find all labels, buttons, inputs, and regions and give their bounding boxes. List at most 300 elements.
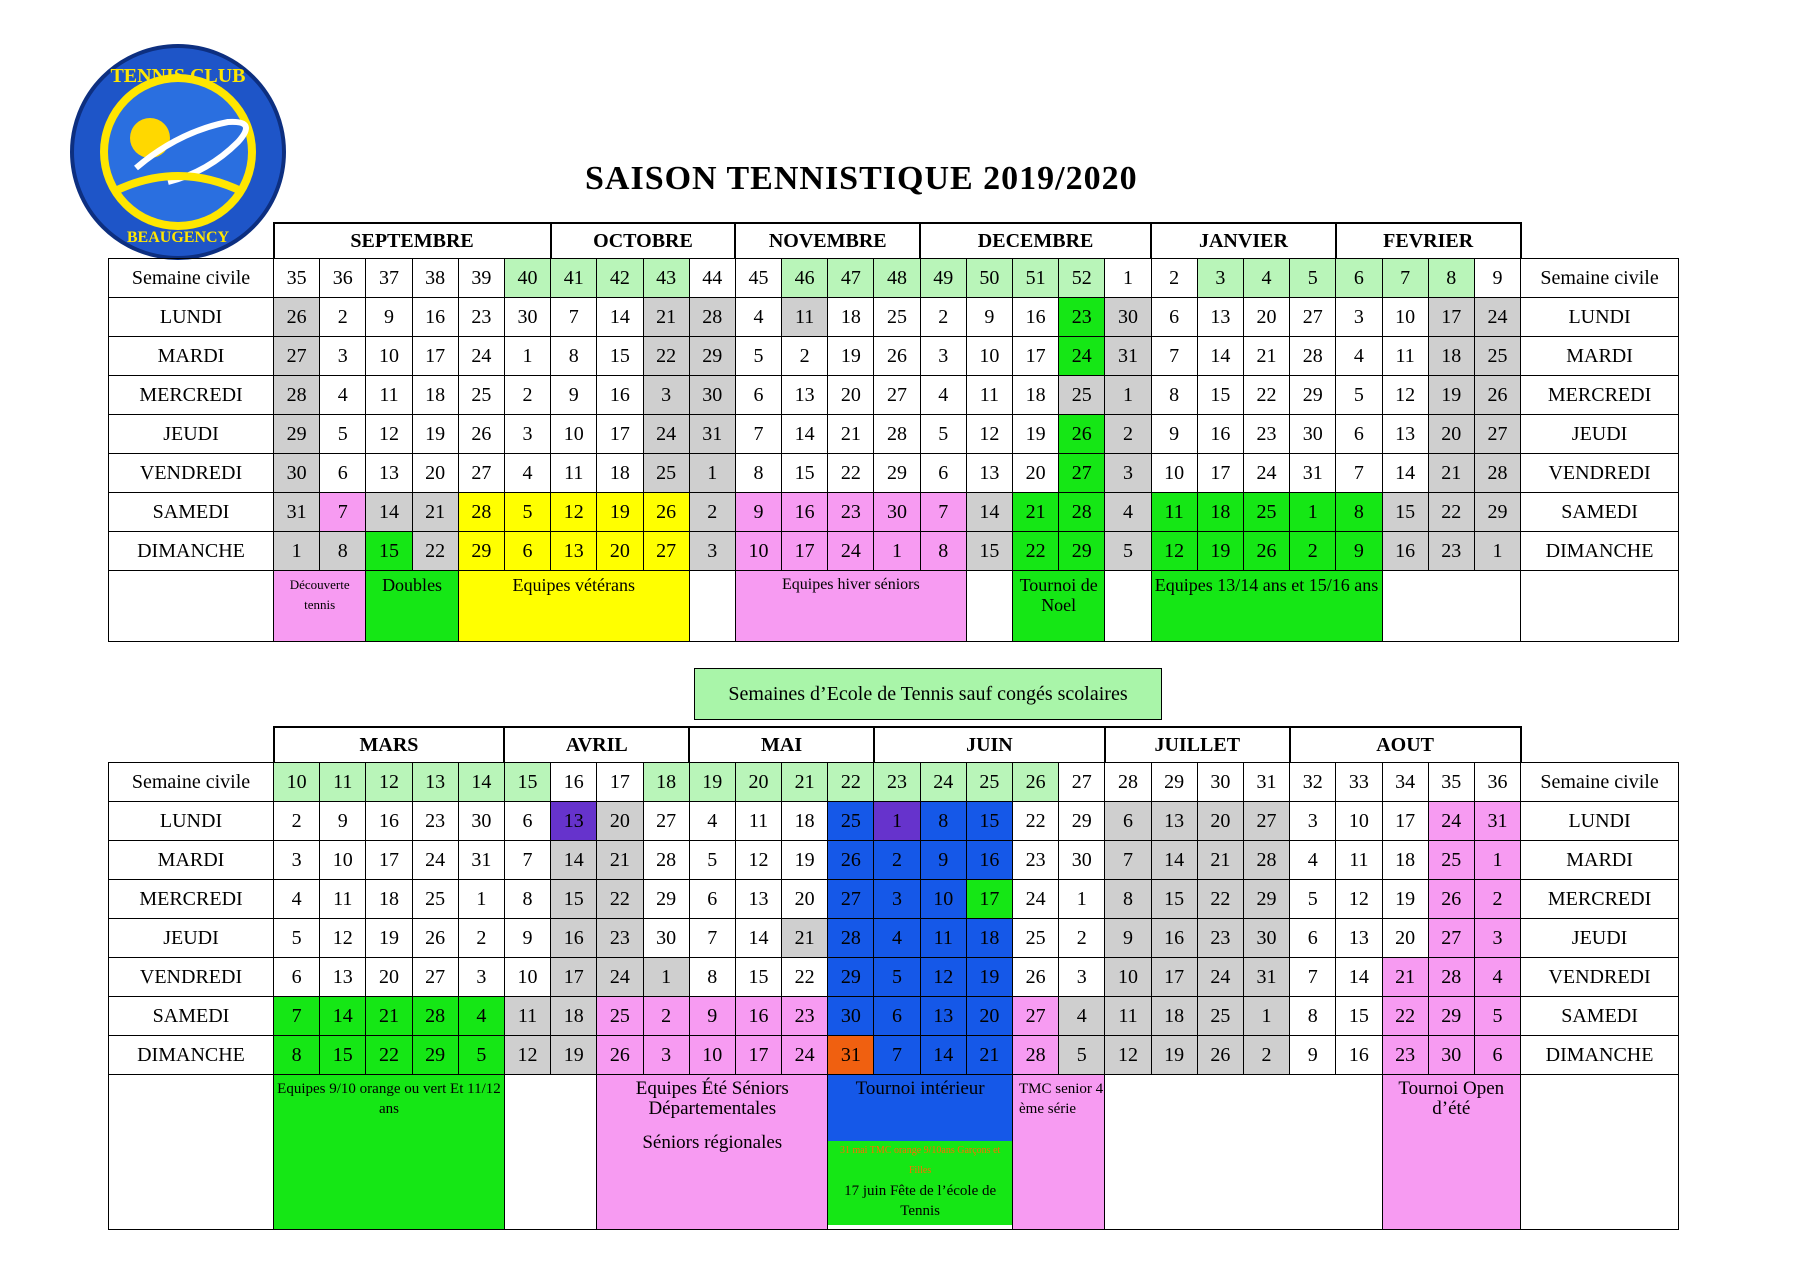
day-cell: 28 [1428,958,1474,997]
day-cell: 12 [920,958,966,997]
day-cell: 29 [1290,376,1336,415]
day-cell: 11 [1105,997,1151,1036]
day-cell: 20 [597,802,643,841]
day-cell: 2 [782,337,828,376]
tennis-ball-icon [130,118,170,158]
day-cell: 2 [689,493,735,532]
day-cell: 19 [1151,1036,1197,1075]
top-row-vendredi [109,454,1679,493]
day-cell: 20 [412,454,458,493]
day-cell: 11 [1382,337,1428,376]
row-label: MARDI [109,337,274,376]
week-number-cell: 2 [1151,259,1197,298]
bottom-month-juillet: JUILLET [1105,727,1290,763]
day-cell: 19 [551,1036,597,1075]
day-cell: 29 [1059,802,1105,841]
day-cell: 27 [458,454,504,493]
day-cell: 21 [366,997,412,1036]
day-cell: 12 [1105,1036,1151,1075]
day-cell: 9 [320,802,366,841]
day-cell: 14 [551,841,597,880]
day-cell: 17 [1013,337,1059,376]
day-cell: 31 [1474,802,1520,841]
day-cell: 3 [1059,958,1105,997]
week-number-cell: 6 [1336,259,1382,298]
day-cell: 15 [366,532,412,571]
day-cell: 8 [920,802,966,841]
day-cell: 11 [320,880,366,919]
top-row-semaine [109,259,1679,298]
day-cell: 10 [966,337,1012,376]
day-cell: 19 [366,919,412,958]
bottom-row-samedi [109,997,1679,1036]
day-cell: 11 [1151,493,1197,532]
week-number-cell: 43 [643,259,689,298]
day-cell: 27 [828,880,874,919]
row-label: JEUDI [1521,415,1679,454]
week-number-cell: 31 [1243,763,1289,802]
day-cell: 16 [412,298,458,337]
week-number-cell: 50 [966,259,1012,298]
day-cell: 24 [1059,337,1105,376]
bottom-row-dimanche [109,1036,1679,1075]
bottom-month-avril: AVRIL [504,727,689,763]
day-cell: 4 [274,880,320,919]
day-cell: 25 [1474,337,1520,376]
day-cell: 2 [1105,415,1151,454]
day-cell: 21 [1197,841,1243,880]
day-cell: 3 [1336,298,1382,337]
row-label: LUNDI [109,802,274,841]
day-cell: 22 [1382,997,1428,1036]
day-cell: 21 [412,493,458,532]
day-cell: 25 [1428,841,1474,880]
day-cell: 30 [1428,1036,1474,1075]
legend-item [504,1075,596,1230]
day-cell: 21 [1013,493,1059,532]
week-number-cell: 33 [1336,763,1382,802]
day-cell: 6 [1474,1036,1520,1075]
week-number-cell: 19 [689,763,735,802]
day-cell: 8 [735,454,781,493]
day-cell: 3 [920,337,966,376]
day-cell: 10 [1382,298,1428,337]
day-cell: 26 [1428,880,1474,919]
top-table [108,222,1679,642]
day-cell: 4 [874,919,920,958]
day-cell: 30 [828,997,874,1036]
day-cell: 2 [458,919,504,958]
day-cell: 20 [1197,802,1243,841]
day-cell: 19 [782,841,828,880]
bottom-row-mercredi [109,880,1679,919]
day-cell: 12 [966,415,1012,454]
day-cell: 15 [782,454,828,493]
legend-item: Equipes Été Séniors Départementales Séniors régionales [597,1075,828,1230]
day-cell: 17 [1428,298,1474,337]
day-cell: 19 [1197,532,1243,571]
day-cell: 4 [1336,337,1382,376]
day-cell: 21 [828,415,874,454]
day-cell: 31 [458,841,504,880]
day-cell: 18 [597,454,643,493]
day-cell: 8 [320,532,366,571]
week-number-cell: 13 [412,763,458,802]
day-cell: 1 [874,532,920,571]
day-cell: 4 [1474,958,1520,997]
week-number-cell: 39 [458,259,504,298]
day-cell: 29 [643,880,689,919]
row-label: DIMANCHE [109,1036,274,1075]
day-cell: 1 [274,532,320,571]
week-number-cell: 22 [828,763,874,802]
day-cell: 14 [1197,337,1243,376]
day-cell: 2 [1059,919,1105,958]
row-label: DIMANCHE [109,532,274,571]
day-cell: 20 [782,880,828,919]
legend-item: Doubles [366,571,458,642]
day-cell: 10 [689,1036,735,1075]
day-cell: 5 [274,919,320,958]
day-cell: 19 [1428,376,1474,415]
row-label: Semaine civile [1521,763,1679,802]
day-cell: 30 [689,376,735,415]
day-cell: 4 [735,298,781,337]
day-cell: 14 [1336,958,1382,997]
day-cell: 17 [366,841,412,880]
week-number-cell: 16 [551,763,597,802]
day-cell: 11 [504,997,550,1036]
week-number-cell: 45 [735,259,781,298]
day-cell: 24 [643,415,689,454]
day-cell: 28 [412,997,458,1036]
day-cell: 17 [1197,454,1243,493]
day-cell: 23 [458,298,504,337]
day-cell: 4 [920,376,966,415]
day-cell: 31 [1290,454,1336,493]
day-cell: 20 [966,997,1012,1036]
day-cell: 31 [1105,337,1151,376]
day-cell: 29 [1243,880,1289,919]
week-number-cell: 36 [320,259,366,298]
day-cell: 7 [1336,454,1382,493]
day-cell: 1 [1474,841,1520,880]
day-cell: 27 [1428,919,1474,958]
week-number-cell: 38 [412,259,458,298]
week-number-cell: 15 [504,763,550,802]
day-cell: 14 [597,298,643,337]
week-number-cell: 48 [874,259,920,298]
row-label: SAMEDI [1521,493,1679,532]
day-cell: 9 [920,841,966,880]
day-cell: 7 [735,415,781,454]
day-cell: 2 [874,841,920,880]
legend-item: Tournoi intérieur 31 mai TMC orange 9/10ans Garçons et Filles 17 juin Fête de l’école de Tennis [828,1075,1013,1230]
day-cell: 25 [597,997,643,1036]
week-number-cell: 26 [1013,763,1059,802]
day-cell: 27 [643,802,689,841]
top-row-lundi [109,298,1679,337]
row-label: LUNDI [1521,802,1679,841]
day-cell: 11 [735,802,781,841]
legend-item: Equipes 13/14 ans et 15/16 ans [1151,571,1382,642]
day-cell: 5 [458,1036,504,1075]
day-cell: 18 [551,997,597,1036]
day-cell: 24 [1243,454,1289,493]
day-cell: 9 [689,997,735,1036]
day-cell: 8 [1336,493,1382,532]
day-cell: 19 [597,493,643,532]
day-cell: 17 [412,337,458,376]
day-cell: 29 [828,958,874,997]
row-label: Semaine civile [109,259,274,298]
day-cell: 14 [366,493,412,532]
day-cell: 29 [1059,532,1105,571]
day-cell: 10 [920,880,966,919]
day-cell: 23 [1059,298,1105,337]
day-cell: 5 [1336,376,1382,415]
day-cell: 22 [1013,532,1059,571]
day-cell: 20 [1013,454,1059,493]
day-cell: 18 [966,919,1012,958]
day-cell: 13 [1382,415,1428,454]
day-cell: 29 [874,454,920,493]
day-cell: 26 [274,298,320,337]
day-cell: 30 [458,802,504,841]
day-cell: 7 [689,919,735,958]
day-cell: 29 [412,1036,458,1075]
day-cell: 12 [1336,880,1382,919]
day-cell: 16 [597,376,643,415]
day-cell: 15 [320,1036,366,1075]
day-cell: 15 [1151,880,1197,919]
day-cell: 3 [874,880,920,919]
week-number-cell: 32 [1290,763,1336,802]
day-cell: 3 [689,532,735,571]
day-cell: 13 [782,376,828,415]
day-cell: 5 [1105,532,1151,571]
day-cell: 13 [966,454,1012,493]
day-cell: 20 [1382,919,1428,958]
day-cell: 13 [320,958,366,997]
day-cell: 17 [597,415,643,454]
row-label: VENDREDI [1521,958,1679,997]
week-number-cell: 42 [597,259,643,298]
day-cell: 25 [874,298,920,337]
day-cell: 4 [504,454,550,493]
day-cell: 7 [274,997,320,1036]
row-label: MERCREDI [1521,376,1679,415]
day-cell: 18 [366,880,412,919]
day-cell: 29 [1474,493,1520,532]
day-cell: 5 [320,415,366,454]
day-cell: 7 [920,493,966,532]
day-cell: 2 [504,376,550,415]
day-cell: 30 [1243,919,1289,958]
day-cell: 18 [782,802,828,841]
day-cell: 17 [966,880,1012,919]
day-cell: 3 [274,841,320,880]
week-number-cell: 11 [320,763,366,802]
week-number-cell: 1 [1105,259,1151,298]
row-label: VENDREDI [1521,454,1679,493]
day-cell: 5 [735,337,781,376]
day-cell: 6 [320,454,366,493]
day-cell: 14 [1382,454,1428,493]
day-cell: 1 [874,802,920,841]
day-cell: 15 [966,802,1012,841]
day-cell: 12 [735,841,781,880]
day-cell: 25 [1243,493,1289,532]
day-cell: 14 [966,493,1012,532]
day-cell: 3 [643,376,689,415]
day-cell: 28 [828,919,874,958]
day-cell: 2 [643,997,689,1036]
day-cell: 14 [1151,841,1197,880]
day-cell: 18 [1197,493,1243,532]
day-cell: 27 [643,532,689,571]
day-cell: 23 [782,997,828,1036]
day-cell: 12 [366,415,412,454]
legend-item: Equipes 9/10 orange ou vert Et 11/12 ans [274,1075,505,1230]
day-cell: 9 [735,493,781,532]
day-cell: 26 [458,415,504,454]
day-cell: 3 [1290,802,1336,841]
week-number-cell: 21 [782,763,828,802]
day-cell: 18 [828,298,874,337]
week-number-cell: 8 [1428,259,1474,298]
day-cell: 24 [828,532,874,571]
day-cell: 21 [643,298,689,337]
day-cell: 18 [412,376,458,415]
day-cell: 11 [782,298,828,337]
row-label: MARDI [1521,841,1679,880]
week-number-cell: 28 [1105,763,1151,802]
day-cell: 22 [597,880,643,919]
day-cell: 21 [1382,958,1428,997]
row-label: JEUDI [109,919,274,958]
day-cell: 18 [1151,997,1197,1036]
day-cell: 4 [1059,997,1105,1036]
day-cell: 15 [551,880,597,919]
day-cell: 30 [874,493,920,532]
day-cell: 17 [1151,958,1197,997]
day-cell: 1 [1105,376,1151,415]
day-cell: 29 [274,415,320,454]
row-label: MARDI [109,841,274,880]
day-cell: 23 [597,919,643,958]
top-row-mercredi [109,376,1679,415]
day-cell: 11 [966,376,1012,415]
day-cell: 13 [1151,802,1197,841]
top-month-novembre: NOVEMBRE [735,223,920,259]
day-cell: 7 [874,1036,920,1075]
day-cell: 23 [828,493,874,532]
bottom-table [108,726,1679,1230]
day-cell: 28 [874,415,920,454]
day-cell: 5 [689,841,735,880]
top-row-dimanche [109,532,1679,571]
day-cell: 5 [920,415,966,454]
week-number-cell: 29 [1151,763,1197,802]
day-cell: 11 [1336,841,1382,880]
day-cell: 11 [366,376,412,415]
day-cell: 7 [1105,841,1151,880]
week-number-cell: 34 [1382,763,1428,802]
day-cell: 9 [366,298,412,337]
day-cell: 16 [551,919,597,958]
day-cell: 3 [504,415,550,454]
day-cell: 26 [643,493,689,532]
legend-item [1105,1075,1382,1230]
day-cell: 14 [920,1036,966,1075]
day-cell: 25 [412,880,458,919]
day-cell: 14 [782,415,828,454]
day-cell: 13 [551,532,597,571]
day-cell: 27 [1059,454,1105,493]
top-legend-row [109,571,1679,642]
day-cell: 26 [874,337,920,376]
week-number-cell: 12 [366,763,412,802]
row-label: MARDI [1521,337,1679,376]
week-number-cell: 46 [782,259,828,298]
day-cell: 9 [1151,415,1197,454]
bottom-row-lundi [109,802,1679,841]
day-cell: 28 [1474,454,1520,493]
ecole-de-tennis-label: Semaines d’Ecole de Tennis sauf congés scolaires [694,668,1162,720]
bottom-month-mars: MARS [274,727,505,763]
top-row-mardi [109,337,1679,376]
week-number-cell: 36 [1474,763,1520,802]
day-cell: 22 [828,454,874,493]
week-number-cell: 35 [274,259,320,298]
day-cell: 26 [597,1036,643,1075]
day-cell: 24 [1197,958,1243,997]
day-cell: 28 [458,493,504,532]
day-cell: 10 [366,337,412,376]
day-cell: 5 [504,493,550,532]
day-cell: 22 [1013,802,1059,841]
week-number-cell: 10 [274,763,320,802]
top-month-octobre: OCTOBRE [551,223,736,259]
week-number-cell: 30 [1197,763,1243,802]
week-number-cell: 14 [458,763,504,802]
day-cell: 31 [274,493,320,532]
day-cell: 27 [1013,997,1059,1036]
day-cell: 7 [1151,337,1197,376]
day-cell: 21 [782,919,828,958]
legend-item: Découverte tennis [274,571,366,642]
day-cell: 18 [1428,337,1474,376]
day-cell: 22 [412,532,458,571]
day-cell: 7 [551,298,597,337]
day-cell: 15 [1197,376,1243,415]
day-cell: 24 [1013,880,1059,919]
day-cell: 12 [1382,376,1428,415]
day-cell: 4 [458,997,504,1036]
day-cell: 10 [1151,454,1197,493]
day-cell: 5 [874,958,920,997]
day-cell: 28 [1059,493,1105,532]
day-cell: 13 [1336,919,1382,958]
day-cell: 8 [1290,997,1336,1036]
day-cell: 1 [504,337,550,376]
day-cell: 19 [966,958,1012,997]
day-cell: 2 [274,802,320,841]
day-cell: 21 [1428,454,1474,493]
bottom-row-jeudi [109,919,1679,958]
day-cell: 14 [735,919,781,958]
